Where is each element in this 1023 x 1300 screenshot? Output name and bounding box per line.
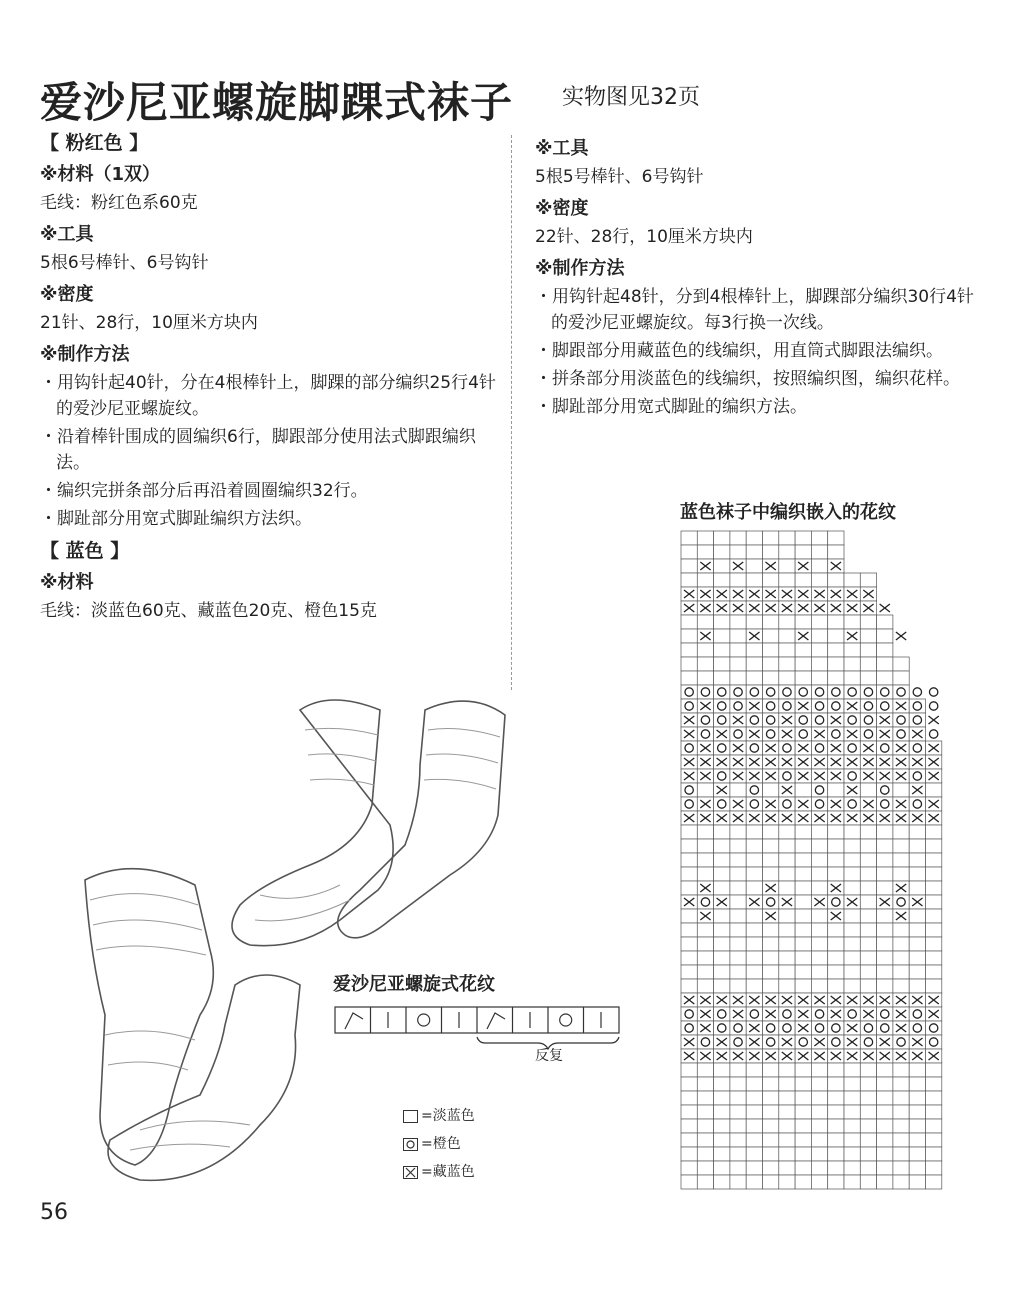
legend-light-blue [403,1102,475,1130]
blue-materials-text: 毛线：淡蓝色60克、藏蓝色20克、橙色15克 [40,601,377,621]
pink-step-4: ・ 脚趾部分用宽式脚趾编织方法织。 [40,506,505,532]
legend-light-blue-label: =淡蓝色 [421,1108,475,1124]
blue-steps [535,284,985,420]
knitting-chart [680,530,950,1190]
blue-section [535,130,985,426]
spiral-pattern-chart [333,1005,623,1050]
navy-swatch-icon [403,1166,418,1179]
pink-steps [40,370,505,532]
legend-orange [403,1130,475,1158]
column-divider [511,135,512,690]
blue-materials-heading: ※材料 [40,572,94,593]
pink-step-1: ・ 用钩针起40针，分在4根棒针上，脚踝的部分编织25行4针的爱沙尼亚螺旋纹。 [40,370,505,422]
page-subtitle: 实物图见32页 [562,85,700,110]
blue-gauge-text: 22针、28行，10厘米方块内 [535,227,753,247]
legend-navy-label: =藏蓝色 [421,1164,475,1180]
page-number: 56 [40,1200,68,1225]
legend [403,1102,475,1186]
legend-navy [403,1158,475,1186]
blue-gauge-heading: ※密度 [535,198,589,219]
blue-step-4: ・ 脚趾部分用宽式脚趾的编织方法。 [535,394,985,420]
pink-tools-text: 5根6号棒针、6号钩针 [40,253,209,273]
pink-section [40,130,505,630]
page-title: 爱沙尼亚螺旋脚踝式袜子 [40,78,514,127]
pink-step-2: ・ 沿着棒针围成的圆编织6行，脚跟部分使用法式脚跟编织法。 [40,424,505,476]
pink-materials-heading: ※材料（1双） [40,164,161,185]
pink-step-3: ・ 编织完拼条部分后再沿着圆圈编织32行。 [40,478,505,504]
blue-step-3: ・ 拼条部分用淡蓝色的线编织，按照编织图，编织花样。 [535,366,985,392]
blue-heading: 【 蓝色 】 [40,540,130,562]
blue-tools-heading: ※工具 [535,138,589,159]
chart-title: 蓝色袜子中编织嵌入的花纹 [680,502,896,523]
legend-orange-label: =橙色 [421,1136,461,1152]
blue-step-2: ・ 脚跟部分用藏蓝色的线编织，用直筒式脚跟法编织。 [535,338,985,364]
blue-method-heading: ※制作方法 [535,258,625,279]
pink-method-heading: ※制作方法 [40,344,130,365]
pink-gauge-heading: ※密度 [40,284,94,305]
pink-gauge-text: 21针、28行，10厘米方块内 [40,313,258,333]
blue-tools-text: 5根5号棒针、6号钩针 [535,167,704,187]
orange-swatch-icon [403,1138,418,1151]
blue-step-1: ・ 用钩针起48针，分到4根棒针上，脚踝部分编织30行4针的爱沙尼亚螺旋纹。每3行换一次线。 [535,284,985,336]
pink-tools-heading: ※工具 [40,224,94,245]
pink-materials-text: 毛线：粉红色系60克 [40,193,198,213]
pink-heading: 【 粉红色 】 [40,132,149,154]
repeat-label: 反复 [535,1048,563,1064]
light-blue-swatch-icon [403,1110,418,1123]
pattern-title: 爱沙尼亚螺旋式花纹 [333,974,495,995]
